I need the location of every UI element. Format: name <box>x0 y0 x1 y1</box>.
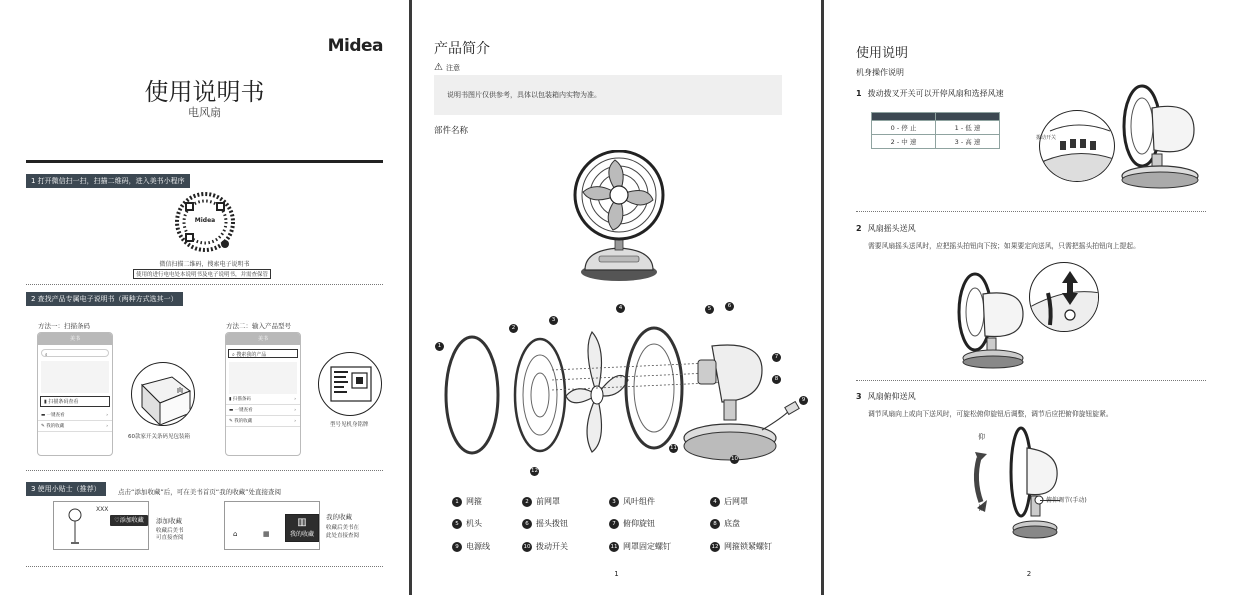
part-name: 网罩固定螺钉 <box>623 542 671 551</box>
barcode-icon: ▮ <box>44 399 49 405</box>
manual-title: 使用说明书 <box>144 78 265 106</box>
add-favorite-desc: 收藏后美书 <box>156 528 184 534</box>
speed-table <box>871 112 1000 149</box>
section1-heading: 1 打开微信扫一扫，扫描二维码，进入美书小程序 <box>26 174 190 188</box>
step2-text: 需要风扇摇头送风时，应把摇头拍钮向下按；如果要定向送风，只需把摇头拍钮向上提起。 <box>868 242 1140 250</box>
part-name: 风叶组件 <box>623 497 655 506</box>
callout-2: 2 <box>509 324 518 333</box>
qr-code[interactable] <box>175 192 235 252</box>
part-name: 摇头拨钮 <box>536 519 568 528</box>
nameplate-callout <box>318 352 382 416</box>
fan-thumbnail-icon <box>68 508 82 546</box>
oscillation-fan-illustration <box>949 270 1029 370</box>
part-legend-item <box>522 541 568 552</box>
chevron-right-icon: › <box>294 419 296 424</box>
step3-heading: 3 风扇俯仰送风 <box>856 392 916 401</box>
part-name: 网箍 <box>466 497 482 506</box>
search-icon: ⌕ <box>45 353 48 358</box>
part-number-badge: 10 <box>523 543 531 550</box>
method1-label: 方法一：扫描条码 <box>38 322 90 330</box>
part-name: 后网罩 <box>724 497 748 506</box>
phone-search-bar[interactable] <box>41 349 109 357</box>
product-type: 电风扇 <box>188 106 221 119</box>
oscillation-knob-callout <box>1029 262 1099 332</box>
part-number-badge: 5 <box>452 519 462 529</box>
my-favorite-title: 我的收藏 <box>326 513 352 521</box>
notice-label: ⚠ 注意 <box>434 62 460 73</box>
speed-cell: 2 - 中 速 <box>872 135 936 149</box>
callout-3: 3 <box>549 316 558 325</box>
section3-heading: 3 使用小贴士（推荐） <box>26 482 106 496</box>
product-intro-page <box>412 0 821 595</box>
part-legend-item <box>452 518 482 529</box>
add-favorite-title: 添加收藏 <box>156 517 182 525</box>
section2-heading: 2 查找产品专属电子说明书（两种方式选其一） <box>26 292 183 306</box>
add-favorite-card <box>53 501 149 550</box>
callout-8: 8 <box>772 375 781 384</box>
scan-barcode-button[interactable]: ▮ 扫描条码查看 <box>40 396 110 407</box>
part-legend-item <box>710 496 748 507</box>
callout-1: 1 <box>435 342 444 351</box>
part-name: 电源线 <box>466 542 490 551</box>
part-number-badge: 3 <box>609 497 619 507</box>
my-favorite-button[interactable]: ▥ 我的收藏 <box>285 514 319 542</box>
tilt-down-label: 俯 <box>978 504 985 512</box>
phone-menu-row[interactable]: ▮ 扫描条码 › <box>226 394 300 405</box>
part-number-badge: 11 <box>610 543 618 550</box>
part-legend-item <box>609 541 671 552</box>
callout-6: 6 <box>725 302 734 311</box>
callout-10: 10 <box>731 456 738 462</box>
part-legend-item <box>522 518 568 529</box>
exploded-view-diagram <box>432 300 806 480</box>
step3-text: 调节风扇向上或向下送风时，可旋松俯仰旋钮后调整，调节后应把俯仰旋钮旋紧。 <box>868 410 1113 418</box>
speed-cell: 0 - 停 止 <box>872 121 936 135</box>
phone-title: 美书 <box>38 333 112 345</box>
product-search-field[interactable]: ⌕ 搜索我的产品 <box>228 349 298 358</box>
notice-box: 说明书图片仅供参考，具体以包装箱内实物为准。 <box>434 75 782 115</box>
qr-brand-label: Midea <box>194 217 216 224</box>
part-legend-item <box>710 541 772 552</box>
barcode-callout <box>131 362 195 426</box>
my-favorite-desc: 此处直接查阅 <box>326 533 360 539</box>
phone-menu-row[interactable]: ✎ 我的收藏 › <box>226 416 300 427</box>
part-name: 俯仰旋钮 <box>623 519 655 528</box>
divider <box>26 284 383 285</box>
phone-menu-row[interactable]: ✎ 我的收藏 › <box>38 421 112 432</box>
grid-icon: ▦ <box>263 530 270 538</box>
add-favorite-button[interactable]: ♡添加收藏 <box>110 515 148 526</box>
part-name: 底盘 <box>724 519 740 528</box>
callout-4: 4 <box>616 304 625 313</box>
product-name-placeholder: XXX <box>96 506 109 513</box>
part-legend-item <box>609 496 655 507</box>
nameplate-note: 型号见机身铭牌 <box>330 422 369 428</box>
search-icon: ⌕ <box>232 352 237 358</box>
part-number-badge: 7 <box>609 519 619 529</box>
part-legend-item <box>452 541 490 552</box>
page-title: 产品简介 <box>434 41 490 57</box>
callout-11: 11 <box>670 445 677 451</box>
part-legend-item <box>522 496 560 507</box>
tip-intro: 点击“添加收藏”后，可在美书首页“我的收藏”处直接查阅 <box>118 488 281 496</box>
tilt-up-label: 仰 <box>978 433 985 441</box>
divider <box>856 380 1206 381</box>
page-title: 使用说明 <box>856 46 909 61</box>
switch-label: 拨动开关 <box>1036 135 1057 141</box>
book-icon: ▥ <box>297 517 307 528</box>
my-favorite-card <box>224 501 320 550</box>
divider <box>856 211 1206 212</box>
method2-label: 方法二：输入产品型号 <box>226 322 291 330</box>
page-number: 2 <box>1026 570 1032 578</box>
chevron-right-icon: › <box>106 413 108 418</box>
assembled-fan-illustration <box>557 150 679 282</box>
step1-heading: 1 拨动拨叉开关可以开停风扇和选择风速 <box>856 89 1004 98</box>
part-number-badge: 6 <box>522 519 532 529</box>
speed-cell: 3 - 高 速 <box>936 135 1000 149</box>
callout-5: 5 <box>705 305 714 314</box>
part-name: 网箍锁紧螺钉 <box>724 542 772 551</box>
my-favorite-desc: 收藏后美书在 <box>326 525 360 531</box>
tilt-knob-label: 俯仰调节(手动) <box>1046 497 1087 504</box>
callout-7: 7 <box>772 353 781 362</box>
qr-warning-caption: 使用的进行电电处本说明书及电子说明书，并需查保管 <box>133 269 271 279</box>
page-subtitle: 机身操作说明 <box>856 68 904 77</box>
phone-title: 美书 <box>226 333 300 345</box>
page-number: 1 <box>614 570 619 578</box>
divider <box>26 566 383 567</box>
chevron-right-icon: › <box>106 424 108 429</box>
part-legend-item <box>710 518 740 529</box>
part-number-badge: 12 <box>711 543 719 550</box>
phone-menu-row[interactable]: ▬ 一键查看 › <box>38 410 112 421</box>
parts-heading: 部件名称 <box>434 126 469 136</box>
chevron-right-icon: › <box>294 408 296 413</box>
usage-instructions-page <box>824 0 1234 595</box>
part-number-badge: 8 <box>710 519 720 529</box>
add-favorite-desc: 可直接查阅 <box>156 535 184 541</box>
part-legend-item <box>609 518 655 529</box>
part-number-badge: 4 <box>710 497 720 507</box>
part-name: 拨动开关 <box>536 542 568 551</box>
chevron-right-icon: › <box>294 397 296 402</box>
part-legend-item <box>452 496 482 507</box>
step2-heading: 2 风扇摇头送风 <box>856 224 916 233</box>
part-number-badge: 9 <box>452 542 462 552</box>
phone-mockup-scan <box>37 332 113 456</box>
heart-icon: ♡ <box>114 517 120 524</box>
callout-12: 12 <box>531 468 538 474</box>
callout-9: 9 <box>799 396 808 405</box>
part-name: 机头 <box>466 519 482 528</box>
manual-cover-page <box>0 0 409 595</box>
brand-logo: Midea <box>327 36 383 56</box>
speed-cell: 1 - 低 速 <box>936 121 1000 135</box>
phone-menu-row[interactable]: ▬ 一键查看 › <box>226 405 300 416</box>
home-icon: ⌂ <box>233 530 238 538</box>
divider <box>26 470 383 471</box>
part-name: 前网罩 <box>536 497 560 506</box>
phone-mockup-search <box>225 332 301 456</box>
barcode-note: 60款家开关条码见包装箱 <box>128 434 190 440</box>
switch-callout <box>1039 110 1115 182</box>
title-divider <box>26 160 383 163</box>
part-number-badge: 1 <box>452 497 462 507</box>
part-number-badge: 2 <box>522 497 532 507</box>
warning-icon: ⚠ <box>434 62 443 73</box>
qr-caption: 微信扫描二维码，搜索电子说明书 <box>159 261 250 268</box>
